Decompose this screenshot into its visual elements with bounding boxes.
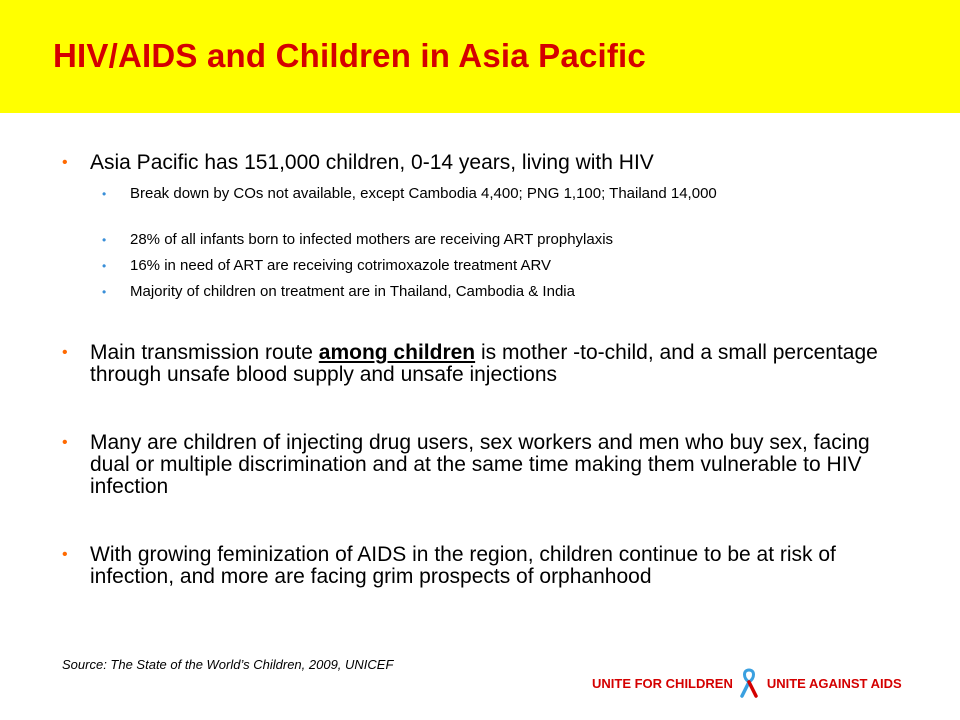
bullet-dot-icon: •	[62, 434, 68, 451]
sub-bullet-text: Break down by COs not available, except Cambodia 4,400; PNG 1,100; Thailand 14,000	[130, 185, 717, 202]
bullet-text: With growing feminization of AIDS in the region, children continue to be at risk of infection, and more are facing grim prospects of orphanhood	[90, 543, 836, 588]
campaign-logo	[592, 668, 932, 698]
awareness-ribbon-icon	[737, 668, 761, 698]
bullet-text-part: Main transmission route	[90, 341, 319, 364]
sub-bullet-dot-icon: •	[102, 285, 107, 299]
slide-title: HIV/AIDS and Children in Asia Pacific	[53, 37, 646, 74]
sub-bullet-text: 28% of all infants born to infected mothers are receiving ART prophylaxis	[130, 231, 614, 248]
bullet-text-part: is mother -to-child, and a small percentage through unsafe blood supply and unsafe injections	[90, 341, 878, 386]
bullet-text: Asia Pacific has 151,000 children, 0-14 years, living with HIV	[90, 151, 654, 174]
sub-bullet-dot-icon: •	[102, 233, 107, 247]
source-citation: Source: The State of the World’s Children, 2009, UNICEF	[62, 657, 394, 672]
bullet-text	[90, 342, 910, 386]
emphasis-underlined: among children	[318, 341, 476, 364]
bullet-dot-icon: •	[62, 546, 68, 563]
bullet-dot-icon: •	[62, 154, 68, 171]
bullet-text: Many are children of injecting drug users, sex workers and men who buy sex, facing dual or multiple discrimination and at the same time making them vulnerable to HIV infection	[90, 431, 870, 498]
sub-bullet-text: 16% in need of ART are receiving cotrimoxazole treatment ARV	[130, 257, 552, 274]
sub-bullet-text: Majority of children on treatment are in Thailand, Cambodia & India	[130, 283, 575, 300]
sub-bullet-dot-icon: •	[102, 259, 107, 273]
sub-bullet-dot-icon: •	[102, 187, 107, 201]
title-banner	[0, 0, 960, 113]
logo-text-right: UNITE AGAINST AIDS	[766, 675, 902, 691]
logo-text-left: UNITE FOR CHILDREN	[592, 675, 733, 691]
bullet-dot-icon: •	[62, 344, 68, 361]
